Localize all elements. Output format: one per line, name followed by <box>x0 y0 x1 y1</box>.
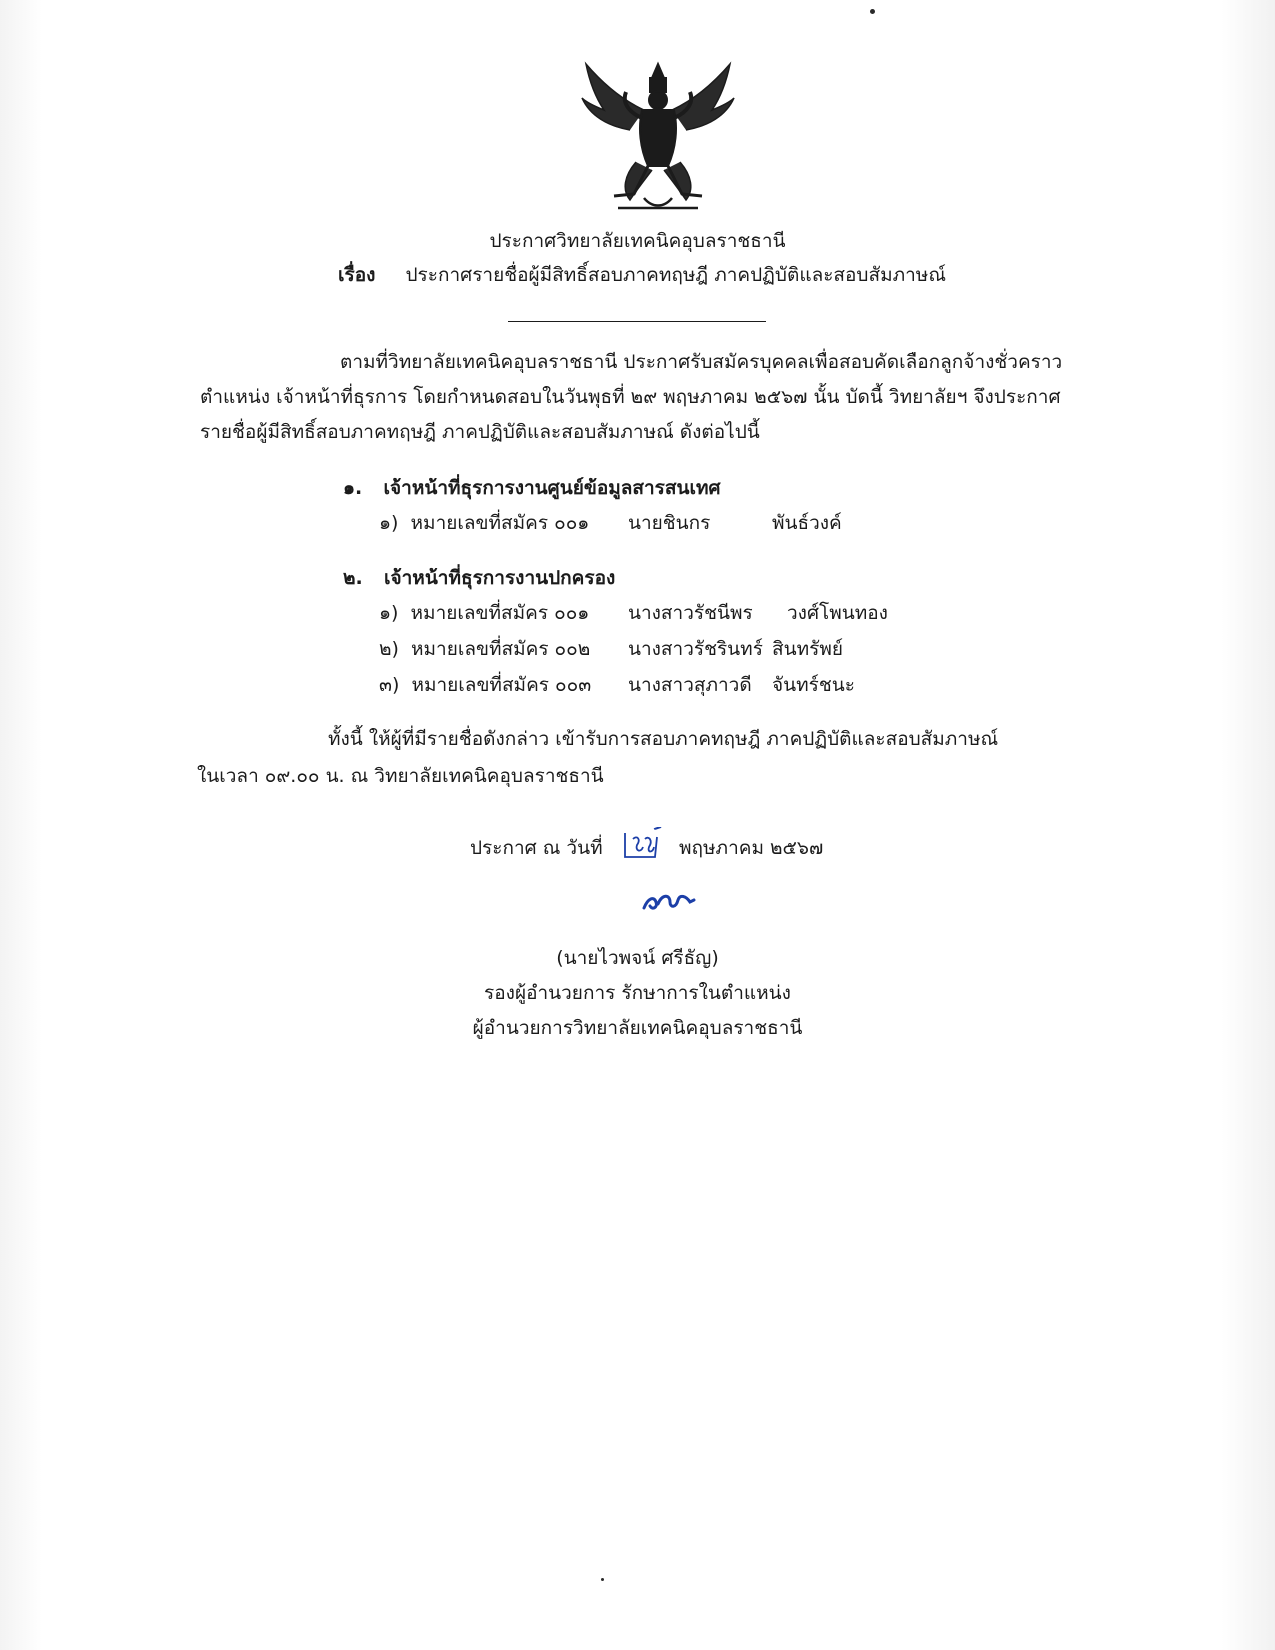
signatory-position-2: ผู้อำนวยการวิทยาลัยเทคนิคอุบลราชธานี <box>472 1017 803 1039</box>
applicant-surname: พันธ์วงค์ <box>772 512 842 534</box>
applicant-surname: สินทรัพย์ <box>772 638 843 660</box>
list-item <box>379 636 590 662</box>
announcement-date-month-year: พฤษภาคม ๒๕๖๗ <box>679 837 824 859</box>
header-divider <box>508 321 766 322</box>
applicant-surname: จันทร์ชนะ <box>772 674 855 696</box>
applicant-name: นางสาวสุภาวดี <box>628 674 752 696</box>
announcement-title: ประกาศวิทยาลัยเทคนิคอุบลราชธานี <box>489 230 786 252</box>
list-item <box>379 672 591 698</box>
subject-text: ประกาศรายชื่อผู้มีสิทธิ์สอบภาคทฤษฎี ภาคปฏิบัติและสอบสัมภาษณ์ <box>405 264 946 286</box>
applicant-number: หมายเลขที่สมัคร ๐๐๒ <box>410 638 591 660</box>
intro-line-2: ตำแหน่ง เจ้าหน้าที่ธุรการ โดยกำหนดสอบในวันพุธที่ ๒๙ พฤษภาคม ๒๕๖๗ นั้น บัดนี้ วิทยาลัยฯ จึงประกาศ <box>200 386 1061 408</box>
scan-speck <box>601 1578 604 1581</box>
handwritten-day-icon <box>621 827 667 861</box>
intro-line-1: ตามที่วิทยาลัยเทคนิคอุบลราชธานี ประกาศรับสมัครบุคคลเพื่อสอบคัดเลือกลูกจ้างชั่วคราว <box>340 351 1063 373</box>
section-number: ๒. <box>343 567 363 589</box>
scan-speck <box>870 9 875 14</box>
intro-line-3: รายชื่อผู้มีสิทธิ์สอบภาคทฤษฎี ภาคปฏิบัติและสอบสัมภาษณ์ ดังต่อไปนี้ <box>200 421 760 443</box>
applicant-number: หมายเลขที่สมัคร ๐๐๑ <box>410 602 590 624</box>
closing-line-2: ในเวลา ๐๙.๐๐ น. ณ วิทยาลัยเทคนิคอุบลราชธานี <box>197 765 604 787</box>
signatory-name: (นายไวพจน์ ศรีธัญ) <box>556 947 719 969</box>
item-index: ๓) <box>379 674 400 696</box>
section-title: เจ้าหน้าที่ธุรการงานปกครอง <box>384 567 616 589</box>
applicant-name: นางสาวรัชนีพร <box>628 602 753 624</box>
applicant-surname: วงศ์โพนทอง <box>787 602 888 624</box>
list-item <box>379 510 589 536</box>
subject-line <box>338 262 946 288</box>
section-heading <box>343 475 721 501</box>
item-index: ๑) <box>379 602 399 624</box>
subject-label: เรื่อง <box>338 264 376 286</box>
section-number: ๑. <box>343 477 363 499</box>
handwritten-date-day <box>621 827 667 861</box>
applicant-name: นายชินกร <box>628 512 711 534</box>
announcement-date-prefix: ประกาศ ณ วันที่ <box>470 837 603 859</box>
section-title: เจ้าหน้าที่ธุรการงานศูนย์ข้อมูลสารสนเทศ <box>383 477 721 499</box>
applicant-number: หมายเลขที่สมัคร ๐๐๑ <box>410 512 590 534</box>
garuda-emblem-icon <box>578 58 738 218</box>
item-index: ๑) <box>379 512 399 534</box>
item-index: ๒) <box>379 638 399 660</box>
applicant-number: หมายเลขที่สมัคร ๐๐๓ <box>411 674 592 696</box>
list-item <box>379 600 589 626</box>
section-heading <box>343 565 615 591</box>
applicant-name: นางสาวรัชรินทร์ <box>628 638 763 660</box>
closing-line-1: ทั้งนี้ ให้ผู้ที่มีรายชื่อดังกล่าว เข้ารับการสอบภาคทฤษฎี ภาคปฏิบัติและสอบสัมภาษณ์ <box>328 728 999 750</box>
signatory-position-1: รองผู้อำนวยการ รักษาการในตำแหน่ง <box>484 982 791 1004</box>
handwritten-signature <box>640 888 696 914</box>
